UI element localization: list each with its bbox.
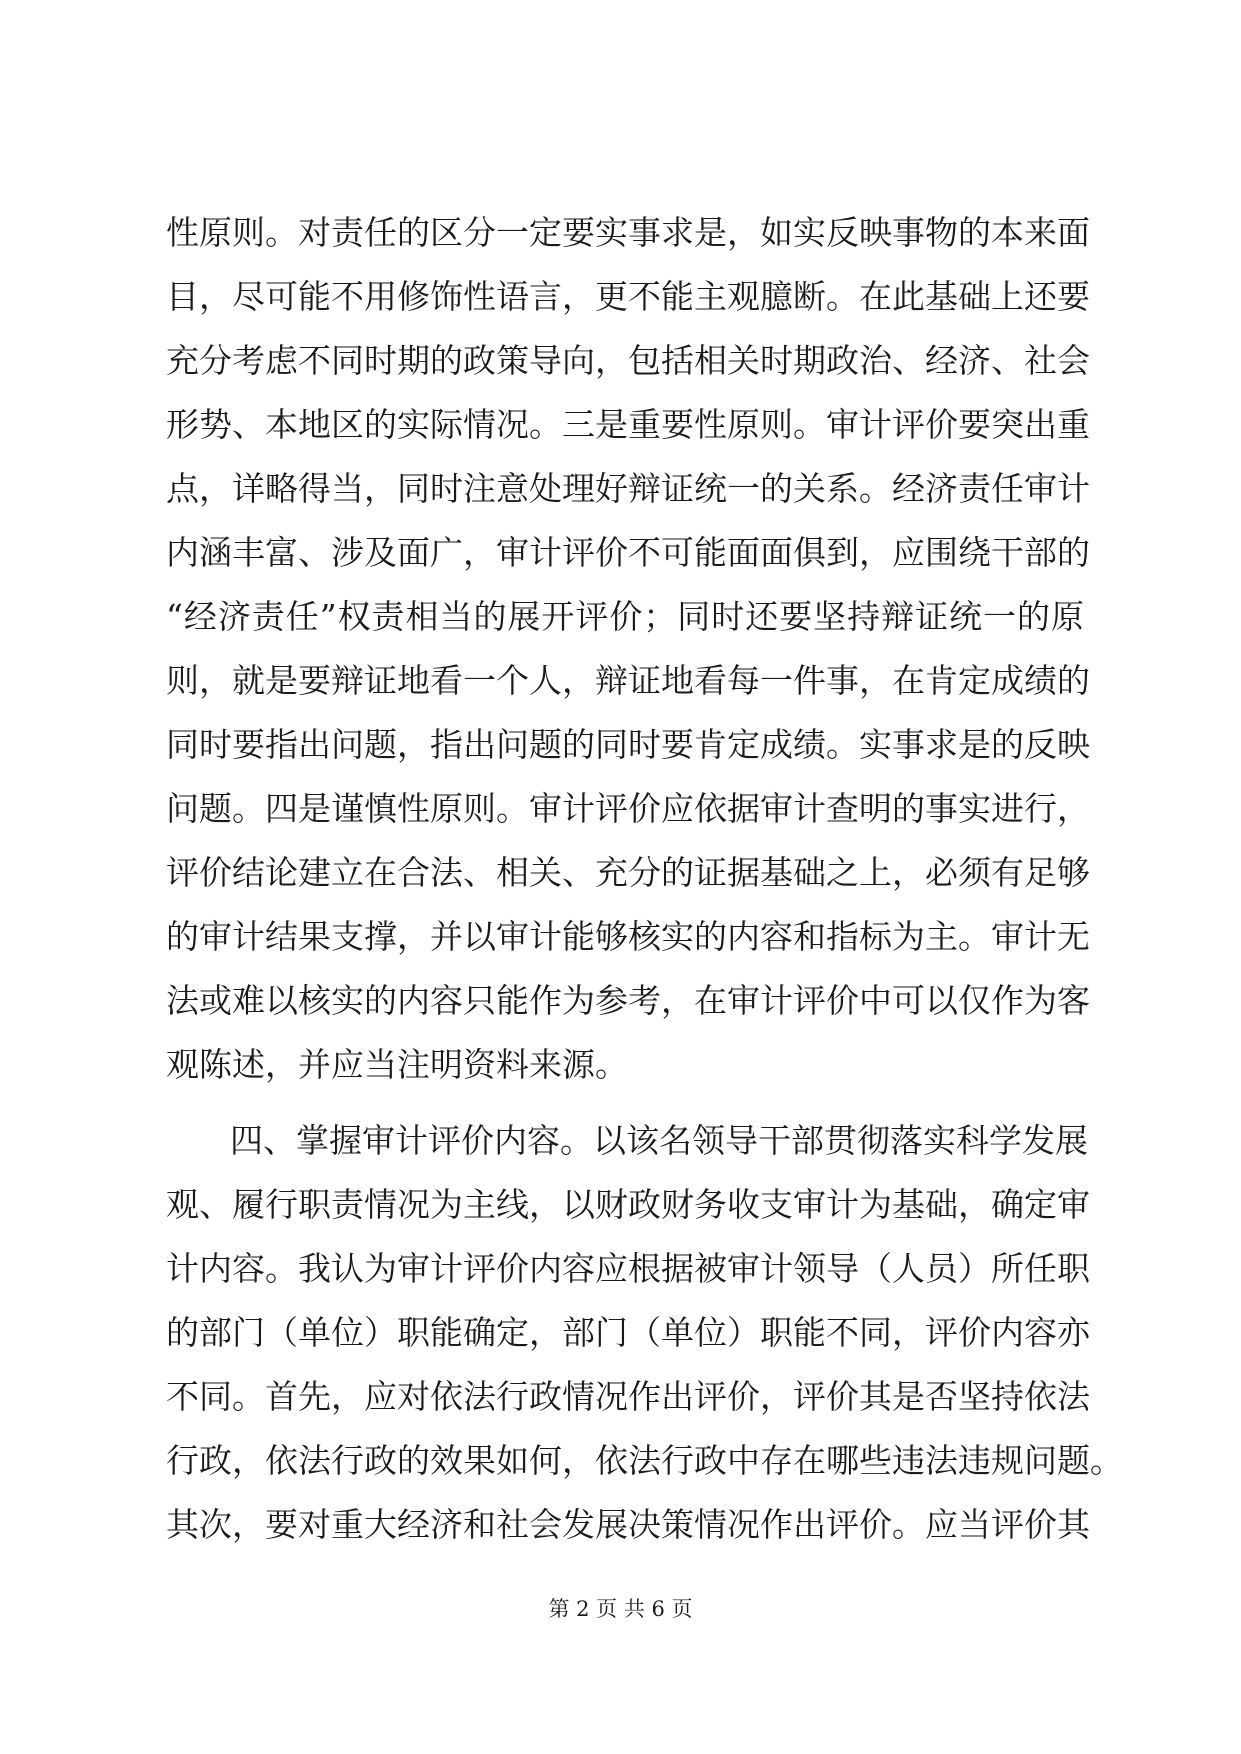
text-line: 同时要指出问题，指出问题的同时要肯定成绩。实事求是的反映 — [166, 725, 1090, 764]
paragraph-2 — [166, 1109, 1123, 1557]
text-line: 不同。首先，应对依法行政情况作出评价，评价其是否坚持依法 — [166, 1377, 1090, 1416]
text-line: 问题。四是谨慎性原则。审计评价应依据审计查明的事实进行， — [166, 789, 1090, 828]
text-line: 点，详略得当，同时注意处理好辩证统一的关系。经济责任审计 — [166, 469, 1090, 508]
text-line: 目，尽可能不用修饰性语言，更不能主观臆断。在此基础上还要 — [166, 277, 1090, 316]
text-line: 内涵丰富、涉及面广，审计评价不可能面面俱到，应围绕干部的 — [166, 533, 1090, 572]
text-line: 观、履行职责情况为主线，以财政财务收支审计为基础，确定审 — [166, 1185, 1090, 1224]
text-line: 观陈述，并应当注明资料来源。 — [166, 1045, 628, 1084]
text-line: 则，就是要辩证地看一个人，辩证地看每一件事，在肯定成绩的 — [166, 661, 1090, 700]
text-line: 的部门（单位）职能确定，部门（单位）职能不同，评价内容亦 — [166, 1313, 1090, 1352]
text-line: 形势、本地区的实际情况。三是重要性原则。审计评价要突出重 — [166, 405, 1090, 444]
text-line: 行政，依法行政的效果如何，依法行政中存在哪些违法违规问题。 — [166, 1441, 1123, 1480]
text-line: 评价结论建立在合法、相关、充分的证据基础之上，必须有足够 — [166, 853, 1090, 892]
paragraph-spacer — [166, 1097, 1084, 1109]
text-line: 四、掌握审计评价内容。以该名领导干部贯彻落实科学发展 — [230, 1121, 1088, 1160]
text-line: 其次，要对重大经济和社会发展决策情况作出评价。应当评价其 — [166, 1505, 1090, 1544]
text-line: 的审计结果支撑，并以审计能够核实的内容和指标为主。审计无 — [166, 917, 1090, 956]
paragraph-1 — [166, 201, 1090, 1097]
text-line: “经济责任”权责相当的展开评价；同时还要坚持辩证统一的原 — [166, 597, 1084, 636]
document-body — [166, 201, 1123, 1557]
page-number-footer: 第 2 页 共 6 页 — [548, 1597, 693, 1621]
text-line: 计内容。我认为审计评价内容应根据被审计领导（人员）所任职 — [166, 1249, 1090, 1288]
text-line: 充分考虑不同时期的政策导向，包括相关时期政治、经济、社会 — [166, 341, 1090, 380]
text-line: 法或难以核实的内容只能作为参考，在审计评价中可以仅作为客 — [166, 981, 1090, 1020]
text-line: 性原则。对责任的区分一定要实事求是，如实反映事物的本来面 — [166, 213, 1090, 252]
